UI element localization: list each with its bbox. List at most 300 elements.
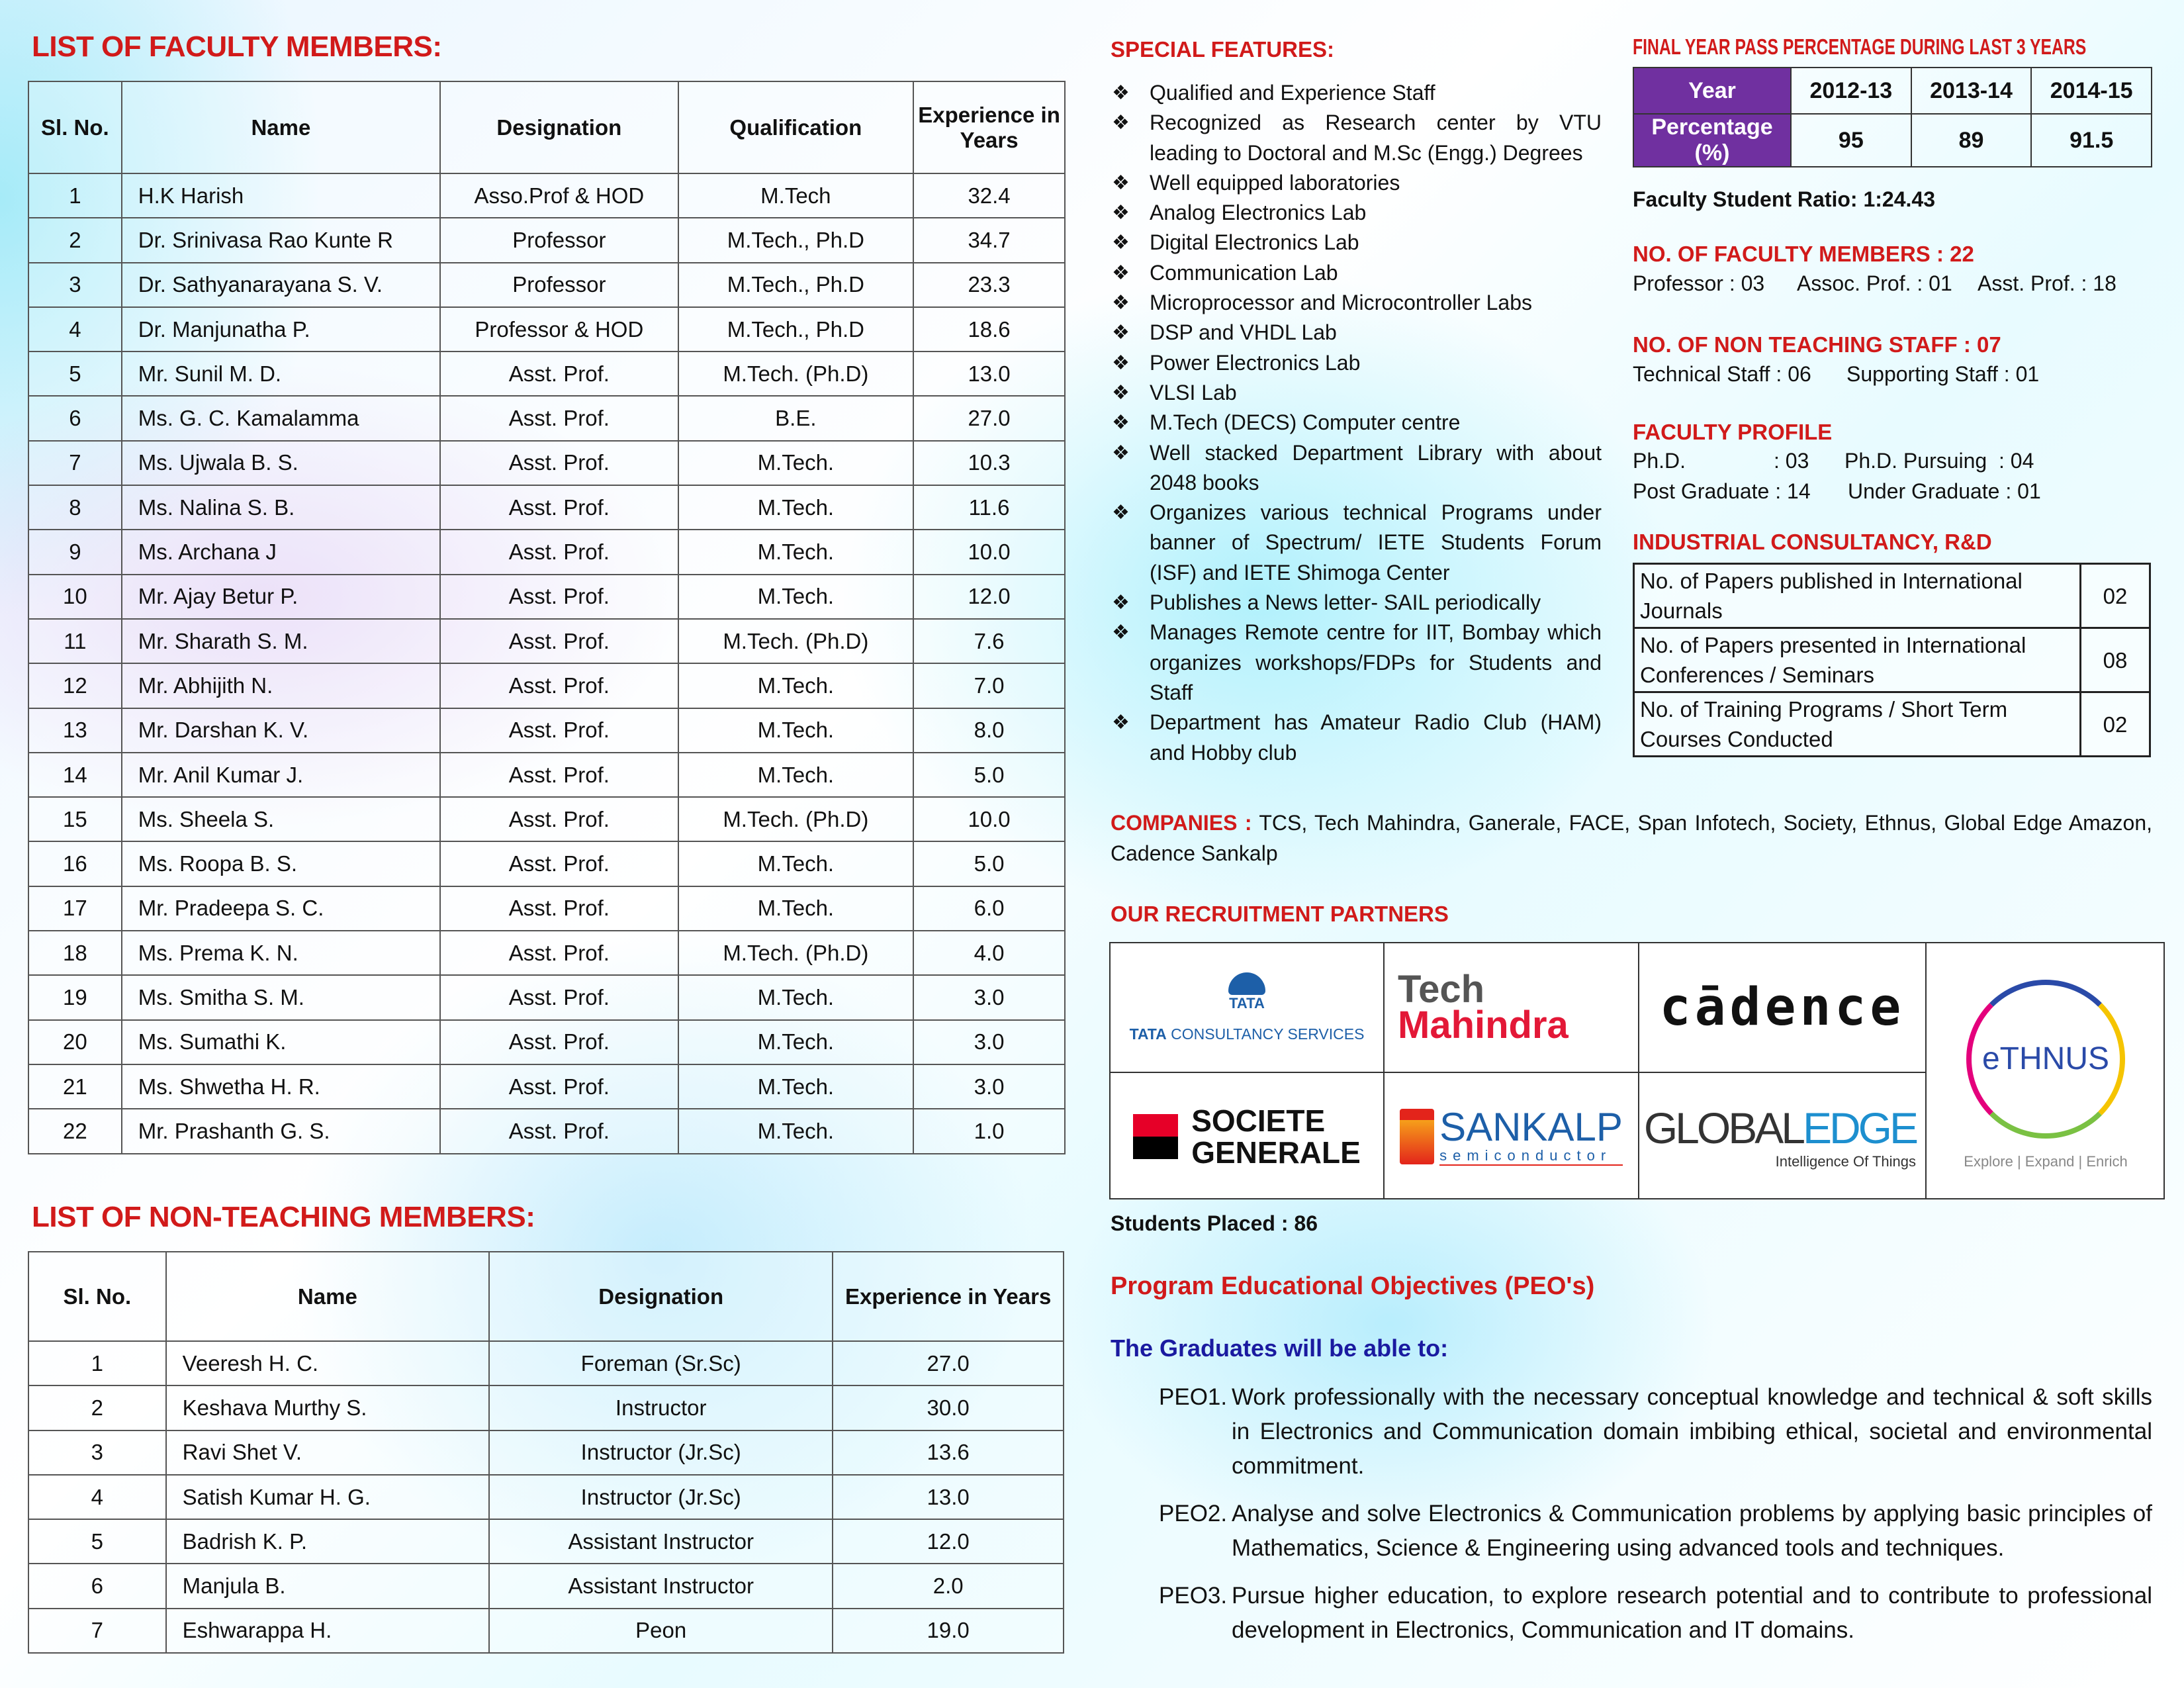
recruitment-partners-title: OUR RECRUITMENT PARTNERS <box>1111 902 1449 926</box>
table-cell: 1.0 <box>913 1109 1065 1153</box>
table-cell: Asst. Prof. <box>440 841 678 886</box>
table-cell: 12.0 <box>833 1519 1064 1564</box>
table-cell: Ms. Ujwala B. S. <box>122 441 440 485</box>
column-header: Experience in Years <box>833 1252 1064 1341</box>
table-cell: 9 <box>28 530 122 574</box>
column-header: Name <box>166 1252 489 1341</box>
table-cell: Asst. Prof. <box>440 1064 678 1109</box>
four-diamond-bullet-icon: ❖ <box>1112 171 1130 194</box>
four-diamond-bullet-icon: ❖ <box>1112 592 1130 614</box>
table-row <box>28 441 1065 485</box>
table-cell: M.Tech <box>678 173 914 218</box>
edge-text: EDGE <box>1802 1103 1916 1152</box>
societe-generale-logo <box>1111 1073 1385 1199</box>
table-row <box>28 931 1065 975</box>
feature-text: Well stacked Department Library with about 2048 books <box>1150 440 1602 494</box>
table-cell: 16 <box>28 841 122 886</box>
sankalp-text: SANKALP <box>1439 1104 1623 1149</box>
sankalp-logo <box>1385 1073 1639 1199</box>
table-cell: 12.0 <box>913 575 1065 619</box>
table-cell: Asst. Prof. <box>440 1020 678 1064</box>
table-cell: 13 <box>28 708 122 753</box>
table-cell: Ms. Prema K. N. <box>122 931 440 975</box>
non-teaching-count-title: NO. OF NON TEACHING STAFF : 07 <box>1633 332 2001 357</box>
table-row <box>28 218 1065 262</box>
table-cell: Ms. Archana J <box>122 530 440 574</box>
column-header: Sl. No. <box>28 81 122 173</box>
consultancy-row <box>1634 628 2150 692</box>
phd-value: : 03 <box>1774 449 1809 473</box>
global-edge-logo <box>1639 1073 1927 1199</box>
special-features-title: SPECIAL FEATURES: <box>1111 37 1334 62</box>
feature-item <box>1111 708 1602 768</box>
peo-key: PEO1. <box>1159 1384 1228 1410</box>
consultancy-value: 02 <box>2081 564 2150 628</box>
feature-item <box>1111 498 1602 588</box>
table-cell: Ms. Sheela S. <box>122 797 440 841</box>
table-cell: Instructor (Jr.Sc) <box>489 1475 833 1519</box>
table-row <box>28 575 1065 619</box>
feature-text: DSP and VHDL Lab <box>1150 320 1337 345</box>
societe-text: SOCIETE <box>1191 1103 1326 1138</box>
table-cell: Asst. Prof. <box>440 396 678 440</box>
table-cell: M.Tech. (Ph.D) <box>678 352 914 396</box>
table-cell: M.Tech. <box>678 1109 914 1153</box>
feature-text: Microprocessor and Microcontroller Labs <box>1150 291 1532 315</box>
global-text: GLOBAL <box>1643 1103 1803 1152</box>
table-row <box>28 841 1065 886</box>
consultancy-label: No. of Papers published in International Journals <box>1634 564 2081 628</box>
table-cell: 13.6 <box>833 1430 1064 1475</box>
peo-key: PEO2. <box>1159 1501 1228 1526</box>
table-row <box>28 1385 1064 1430</box>
feature-item <box>1111 408 1602 438</box>
table-cell: 7 <box>28 441 122 485</box>
tata-emblem-icon <box>1228 972 1265 995</box>
table-cell: M.Tech., Ph.D <box>678 263 914 307</box>
feature-item <box>1111 258 1602 288</box>
four-diamond-bullet-icon: ❖ <box>1112 261 1130 284</box>
table-cell: M.Tech. (Ph.D) <box>678 931 914 975</box>
four-diamond-bullet-icon: ❖ <box>1112 292 1130 314</box>
table-cell: M.Tech. (Ph.D) <box>678 619 914 663</box>
percentage-row <box>1633 114 2152 167</box>
asst-prof-count: Asst. Prof. : 18 <box>1978 271 2116 295</box>
table-cell: Asst. Prof. <box>440 530 678 574</box>
consultancy-value: 02 <box>2081 692 2150 757</box>
four-diamond-bullet-icon: ❖ <box>1112 322 1130 344</box>
table-cell: M.Tech. <box>678 530 914 574</box>
consultancy-row <box>1634 692 2150 757</box>
table-cell: 5.0 <box>913 753 1065 797</box>
table-cell: Asst. Prof. <box>440 975 678 1019</box>
peo-subtitle: The Graduates will be able to: <box>1111 1335 1449 1362</box>
table-cell: Peon <box>489 1609 833 1653</box>
table-cell: Foreman (Sr.Sc) <box>489 1341 833 1385</box>
four-diamond-bullet-icon: ❖ <box>1112 82 1130 104</box>
peo-text: Analyse and solve Electronics & Communication problems by applying basic principles of Mathematics, Science & Engineering using advanced tools and techniques. <box>1232 1501 2152 1561</box>
table-cell: Asst. Prof. <box>440 753 678 797</box>
four-diamond-bullet-icon: ❖ <box>1112 502 1130 524</box>
ethnus-logo <box>1927 943 2165 1199</box>
ethnus-ring-icon <box>1966 980 2125 1139</box>
table-cell: Mr. Abhijith N. <box>122 663 440 708</box>
table-cell: 6 <box>28 1564 166 1608</box>
table-cell: 7.0 <box>913 663 1065 708</box>
table-cell: Ms. Shwetha H. R. <box>122 1064 440 1109</box>
table-cell: 3.0 <box>913 1064 1065 1109</box>
table-cell: 10.0 <box>913 797 1065 841</box>
table-row <box>28 1609 1064 1653</box>
semiconductor-text: semiconductor <box>1439 1147 1623 1166</box>
recruitment-partner-logos <box>1109 942 2165 1199</box>
under-graduate-count: Under Graduate : 01 <box>1848 479 2041 503</box>
feature-text: Communication Lab <box>1150 260 1338 285</box>
table-cell: 34.7 <box>913 218 1065 262</box>
table-cell: Asst. Prof. <box>440 352 678 396</box>
table-cell: 22 <box>28 1109 122 1153</box>
table-cell: Mr. Sunil M. D. <box>122 352 440 396</box>
consultancy-row <box>1634 564 2150 628</box>
mahindra-text: Mahindra <box>1398 1004 1569 1047</box>
table-row <box>28 1109 1065 1153</box>
table-cell: 4 <box>28 1475 166 1519</box>
year-cell: 2012-13 <box>1791 68 1911 114</box>
table-cell: 4 <box>28 307 122 352</box>
table-cell: Mr. Prashanth G. S. <box>122 1109 440 1153</box>
faculty-list-title: LIST OF FACULTY MEMBERS: <box>32 30 442 63</box>
table-cell: 6 <box>28 396 122 440</box>
percentage-cell: 95 <box>1791 114 1911 167</box>
table-cell: Ravi Shet V. <box>166 1430 489 1475</box>
table-cell: Mr. Sharath S. M. <box>122 619 440 663</box>
pass-percentage-table <box>1633 67 2152 167</box>
table-cell: Asst. Prof. <box>440 441 678 485</box>
table-cell: Instructor (Jr.Sc) <box>489 1430 833 1475</box>
table-cell: 3 <box>28 1430 166 1475</box>
table-cell: M.Tech. (Ph.D) <box>678 797 914 841</box>
table-cell: Asst. Prof. <box>440 619 678 663</box>
column-header: Designation <box>489 1252 833 1341</box>
faculty-student-ratio: Faculty Student Ratio: 1:24.43 <box>1633 187 1935 211</box>
table-cell: Ms. Sumathi K. <box>122 1020 440 1064</box>
table-cell: Asst. Prof. <box>440 886 678 931</box>
table-cell: 3.0 <box>913 975 1065 1019</box>
table-cell: 11.6 <box>913 485 1065 530</box>
column-header: Qualification <box>678 81 914 173</box>
table-cell: M.Tech., Ph.D <box>678 218 914 262</box>
four-diamond-bullet-icon: ❖ <box>1112 381 1130 404</box>
table-cell: Asst. Prof. <box>440 575 678 619</box>
table-cell: Asst. Prof. <box>440 931 678 975</box>
pass-percentage-title: FINAL YEAR PASS PERCENTAGE DURING LAST 3 YEARS <box>1633 34 2087 59</box>
feature-item <box>1111 438 1602 498</box>
table-cell: 2 <box>28 1385 166 1430</box>
feature-text: Department has Amateur Radio Club (HAM) and Hobby club <box>1150 710 1602 765</box>
table-cell: M.Tech. <box>678 841 914 886</box>
table-cell: 4.0 <box>913 931 1065 975</box>
companies-paragraph <box>1111 808 2152 868</box>
table-cell: 30.0 <box>833 1385 1064 1430</box>
year-row <box>1633 68 2152 114</box>
faculty-profile-title: FACULTY PROFILE <box>1633 420 1833 444</box>
ethnus-tagline: Explore | Expand | Enrich <box>1964 1152 2128 1170</box>
table-cell: M.Tech. <box>678 1020 914 1064</box>
table-cell: Badrish K. P. <box>166 1519 489 1564</box>
table-row <box>28 352 1065 396</box>
tcs-logo <box>1111 943 1385 1073</box>
table-row <box>28 485 1065 530</box>
post-graduate-count: Post Graduate : 14 <box>1633 479 1811 503</box>
four-diamond-bullet-icon: ❖ <box>1112 352 1130 374</box>
consultancy-label: No. of Training Programs / Short Term Courses Conducted <box>1634 692 2081 757</box>
tata-mark-text: TATA <box>1229 994 1265 1011</box>
sankalp-flame-icon <box>1400 1109 1434 1164</box>
table-cell: 32.4 <box>913 173 1065 218</box>
non-teaching-list-title: LIST OF NON-TEACHING MEMBERS: <box>32 1201 535 1233</box>
feature-item <box>1111 288 1602 318</box>
table-row <box>28 1430 1064 1475</box>
peo-item-2 <box>1159 1497 2152 1566</box>
table-cell: Asst. Prof. <box>440 485 678 530</box>
table-cell: Keshava Murthy S. <box>166 1385 489 1430</box>
table-cell: 5.0 <box>913 841 1065 886</box>
table-row <box>28 708 1065 753</box>
companies-list: TCS, Tech Mahindra, Ganerale, FACE, Span Infotech, Society, Ethnus, Global Edge Amazon, Cadence Sankalp <box>1111 811 2153 865</box>
consultancy-label: No. of Papers presented in International Conferences / Seminars <box>1634 628 2081 692</box>
table-cell: Ms. Smitha S. M. <box>122 975 440 1019</box>
table-cell: Assistant Instructor <box>489 1564 833 1608</box>
consultancy-value: 08 <box>2081 628 2150 692</box>
table-cell: M.Tech., Ph.D <box>678 307 914 352</box>
non-teaching-table <box>28 1251 1064 1654</box>
table-cell: 10.3 <box>913 441 1065 485</box>
feature-text: Analog Electronics Lab <box>1150 201 1367 225</box>
table-row <box>28 1064 1065 1109</box>
table-cell: 15 <box>28 797 122 841</box>
year-label: Year <box>1633 68 1791 114</box>
tech-text: Tech <box>1398 968 1485 1011</box>
table-row <box>28 975 1065 1019</box>
column-header: Experience in Years <box>913 81 1065 173</box>
table-row <box>28 797 1065 841</box>
feature-text: Recognized as Research center by VTU leading to Doctoral and M.Sc (Engg.) Degrees <box>1150 111 1602 165</box>
phd-label: Ph.D. <box>1633 449 1686 473</box>
table-cell: 3.0 <box>913 1020 1065 1064</box>
table-cell: Ms. Roopa B. S. <box>122 841 440 886</box>
peo-title: Program Educational Objectives (PEO's) <box>1111 1272 1595 1300</box>
four-diamond-bullet-icon: ❖ <box>1112 442 1130 464</box>
table-cell: 27.0 <box>913 396 1065 440</box>
feature-text: Qualified and Experience Staff <box>1150 81 1435 105</box>
table-cell: Dr. Sathyanarayana S. V. <box>122 263 440 307</box>
four-diamond-bullet-icon: ❖ <box>1112 232 1130 254</box>
table-cell: Asso.Prof & HOD <box>440 173 678 218</box>
table-cell: 13.0 <box>833 1475 1064 1519</box>
table-cell: 17 <box>28 886 122 931</box>
column-header: Sl. No. <box>28 1252 166 1341</box>
feature-text: Organizes various technical Programs under banner of Spectrum/ IETE Students Forum (ISF) and IETE Shimoga Center <box>1150 500 1602 585</box>
peo-text: Pursue higher education, to explore research potential and to contribute to professional development in Electronics, Communication and IT domains. <box>1232 1583 2152 1643</box>
cadence-text: cādence <box>1659 978 1905 1037</box>
table-cell: Assistant Instructor <box>489 1519 833 1564</box>
table-cell: 7.6 <box>913 619 1065 663</box>
tcs-name-text: CONSULTANCY SERVICES <box>1171 1025 1365 1043</box>
table-cell: Mr. Anil Kumar J. <box>122 753 440 797</box>
table-cell: Manjula B. <box>166 1564 489 1608</box>
peo-item-3 <box>1159 1579 2152 1648</box>
table-cell: 5 <box>28 1519 166 1564</box>
percentage-label: Percentage (%) <box>1633 114 1791 167</box>
table-row <box>28 1475 1064 1519</box>
table-cell: M.Tech. <box>678 753 914 797</box>
faculty-count-title: NO. OF FACULTY MEMBERS : 22 <box>1633 242 1974 266</box>
four-diamond-bullet-icon: ❖ <box>1112 712 1130 734</box>
table-cell: 10.0 <box>913 530 1065 574</box>
feature-text: Manages Remote centre for IIT, Bombay which organizes workshops/FDPs for Students and Staff <box>1150 620 1602 704</box>
table-cell: Asst. Prof. <box>440 663 678 708</box>
students-placed: Students Placed : 86 <box>1111 1211 1318 1235</box>
table-cell: 23.3 <box>913 263 1065 307</box>
peo-key: PEO3. <box>1159 1583 1228 1609</box>
table-cell: 13.0 <box>913 352 1065 396</box>
assoc-prof-count: Assoc. Prof. : 01 <box>1797 271 1952 295</box>
table-cell: 2.0 <box>833 1564 1064 1608</box>
feature-text: Publishes a News letter- SAIL periodically <box>1150 590 1541 615</box>
feature-text: Digital Electronics Lab <box>1150 230 1359 255</box>
percentage-cell: 91.5 <box>2031 114 2152 167</box>
phd-pursuing-value: : 04 <box>1999 449 2034 473</box>
table-row <box>28 1341 1064 1385</box>
table-cell: 3 <box>28 263 122 307</box>
table-cell: Professor <box>440 263 678 307</box>
generale-text: GENERALE <box>1191 1135 1361 1170</box>
table-cell: M.Tech. <box>678 575 914 619</box>
table-cell: 19 <box>28 975 122 1019</box>
professor-count: Professor : 03 <box>1633 271 1765 295</box>
edge-tagline: Intelligence Of Things <box>1775 1152 1916 1170</box>
table-row <box>28 1519 1064 1564</box>
four-diamond-bullet-icon: ❖ <box>1112 622 1130 644</box>
table-cell: 12 <box>28 663 122 708</box>
column-header: Name <box>122 81 440 173</box>
faculty-table <box>28 81 1066 1154</box>
column-header: Designation <box>440 81 678 173</box>
table-row <box>28 619 1065 663</box>
table-cell: Veeresh H. C. <box>166 1341 489 1385</box>
table-cell: M.Tech. <box>678 1064 914 1109</box>
table-cell: Professor & HOD <box>440 307 678 352</box>
table-cell: 10 <box>28 575 122 619</box>
feature-item <box>1111 318 1602 348</box>
table-cell: Mr. Darshan K. V. <box>122 708 440 753</box>
ethnus-text: eTHNUS <box>1981 1041 2110 1076</box>
feature-item <box>1111 78 1602 108</box>
tata-brand-text: TATA <box>1129 1025 1167 1043</box>
table-row <box>28 753 1065 797</box>
table-cell: 18.6 <box>913 307 1065 352</box>
feature-text: Power Electronics Lab <box>1150 350 1361 375</box>
feature-text: VLSI Lab <box>1150 380 1237 404</box>
table-row <box>28 1020 1065 1064</box>
table-row <box>28 530 1065 574</box>
feature-item <box>1111 168 1602 198</box>
table-cell: 1 <box>28 173 122 218</box>
table-cell: 11 <box>28 619 122 663</box>
feature-item <box>1111 108 1602 168</box>
table-row <box>28 396 1065 440</box>
societe-generale-emblem-icon <box>1133 1114 1178 1159</box>
table-cell: M.Tech. <box>678 975 914 1019</box>
table-cell: Ms. Nalina S. B. <box>122 485 440 530</box>
table-cell: Professor <box>440 218 678 262</box>
peo-item-1 <box>1159 1380 2152 1483</box>
four-diamond-bullet-icon: ❖ <box>1112 412 1130 434</box>
table-row <box>28 886 1065 931</box>
technical-staff-count: Technical Staff : 06 <box>1633 362 1811 386</box>
table-cell: Satish Kumar H. G. <box>166 1475 489 1519</box>
table-cell: 8 <box>28 485 122 530</box>
percentage-cell: 89 <box>1911 114 2032 167</box>
table-cell: Ms. G. C. Kamalamma <box>122 396 440 440</box>
feature-text: M.Tech (DECS) Computer centre <box>1150 410 1461 435</box>
table-cell: H.K Harish <box>122 173 440 218</box>
supporting-staff-count: Supporting Staff : 01 <box>1846 362 2040 386</box>
table-cell: Eshwarappa H. <box>166 1609 489 1653</box>
table-cell: Mr. Pradeepa S. C. <box>122 886 440 931</box>
table-cell: 7 <box>28 1609 166 1653</box>
table-cell: 19.0 <box>833 1609 1064 1653</box>
feature-text: Well equipped laboratories <box>1150 170 1400 195</box>
table-cell: B.E. <box>678 396 914 440</box>
year-cell: 2014-15 <box>2031 68 2152 114</box>
table-row <box>28 307 1065 352</box>
table-cell: 14 <box>28 753 122 797</box>
table-cell: 20 <box>28 1020 122 1064</box>
table-row <box>28 663 1065 708</box>
table-cell: 5 <box>28 352 122 396</box>
phd-pursuing-label: Ph.D. Pursuing <box>1844 449 1987 473</box>
table-cell: 1 <box>28 1341 166 1385</box>
feature-item <box>1111 378 1602 408</box>
table-cell: Dr. Srinivasa Rao Kunte R <box>122 218 440 262</box>
table-cell: Asst. Prof. <box>440 708 678 753</box>
table-row <box>28 1564 1064 1608</box>
table-cell: M.Tech. <box>678 708 914 753</box>
table-cell: Dr. Manjunatha P. <box>122 307 440 352</box>
consultancy-title: INDUSTRIAL CONSULTANCY, R&D <box>1633 530 1992 554</box>
companies-label: COMPANIES : <box>1111 811 1252 835</box>
feature-item <box>1111 588 1602 618</box>
table-cell: 8.0 <box>913 708 1065 753</box>
year-cell: 2013-14 <box>1911 68 2032 114</box>
table-cell: Asst. Prof. <box>440 1109 678 1153</box>
feature-item <box>1111 228 1602 258</box>
table-cell: M.Tech. <box>678 663 914 708</box>
cadence-logo <box>1639 943 1927 1073</box>
table-row <box>28 173 1065 218</box>
table-cell: 2 <box>28 218 122 262</box>
four-diamond-bullet-icon: ❖ <box>1112 202 1130 224</box>
table-cell: M.Tech. <box>678 485 914 530</box>
table-cell: Asst. Prof. <box>440 797 678 841</box>
peo-text: Work professionally with the necessary conceptual knowledge and technical & soft skills in Electronics and Communication domain imbibing ethical, societal and environmental commitment. <box>1232 1384 2152 1479</box>
four-diamond-bullet-icon: ❖ <box>1112 112 1130 134</box>
table-cell: 27.0 <box>833 1341 1064 1385</box>
tech-mahindra-logo <box>1385 943 1639 1073</box>
special-features-list <box>1111 78 1602 768</box>
table-cell: 18 <box>28 931 122 975</box>
